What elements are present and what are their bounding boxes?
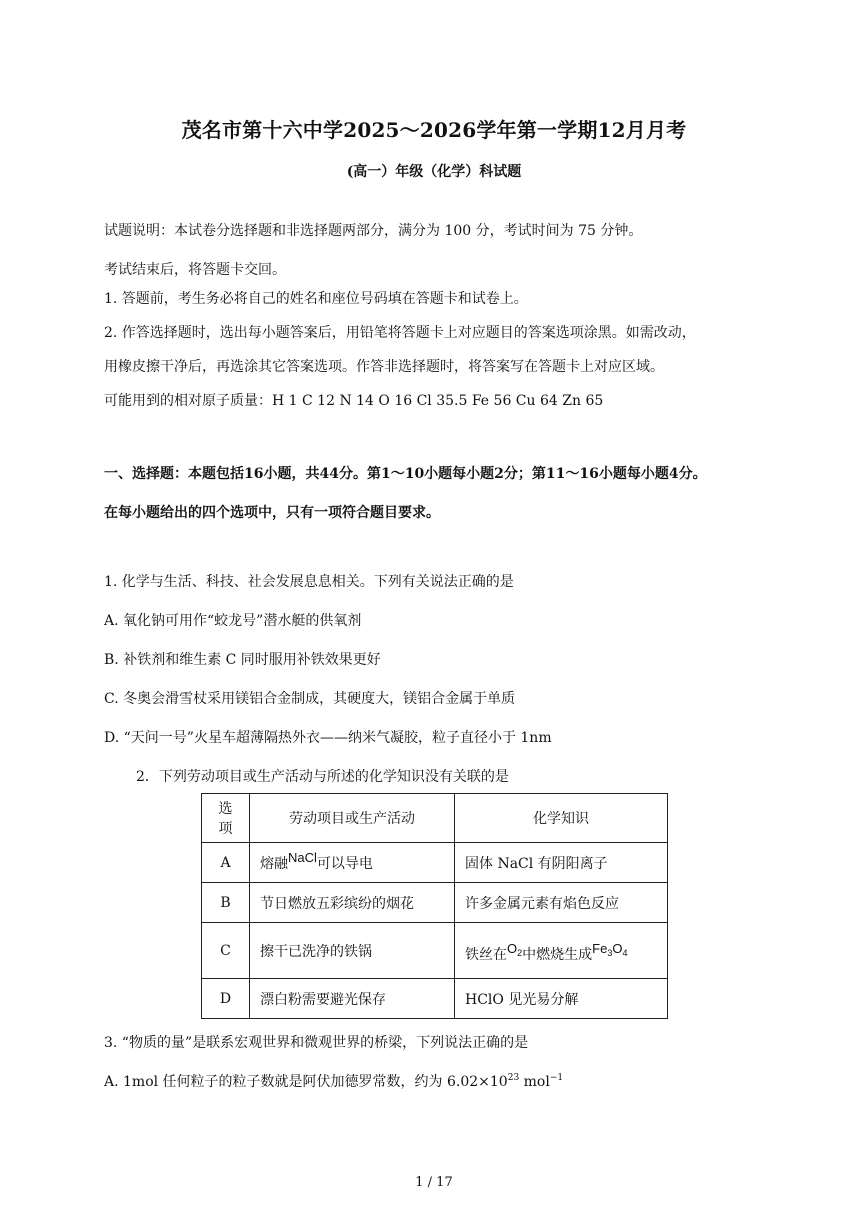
page-subtitle: (高一）年级（化学）科试题 <box>346 164 522 180</box>
question-1-option-d: D. “天问一号”火星车超薄隔热外衣——纳米气凝胶，粒子直径小于 1nm <box>104 730 552 746</box>
text: mol <box>519 1074 550 1090</box>
table-row <box>202 843 668 883</box>
question-1-stem: 1. 化学与生活、科技、社会发展息息相关。下列有关说法正确的是 <box>104 574 514 590</box>
page-title: 茂名市第十六中学2025～2026学年第一学期12月月考 <box>181 118 687 142</box>
table-header-cell: 化学知识 <box>455 794 668 843</box>
question-1-option-c: C. 冬奥会滑雪杖采用镁铝合金制成，其硬度大，镁铝合金属于单质 <box>104 691 516 707</box>
formula-fe3o4 <box>592 941 627 956</box>
atomic-mass-line: 可能用到的相对原子质量：H 1 C 12 N 14 O 16 Cl 35.5 Fe 56 Cu 64 Zn 65 <box>104 393 604 409</box>
text: O <box>507 940 518 956</box>
instruction-line: 试题说明：本试卷分选择题和非选择题两部分，满分为 100 分，考试时间为 75 分钟。 <box>104 223 643 239</box>
table-cell-activity: 节日燃放五彩缤纷的烟花 <box>250 883 455 923</box>
formula-nacl: NaCl <box>288 849 317 865</box>
table-cell-option: C <box>202 923 250 979</box>
table-cell-option: D <box>202 979 250 1019</box>
subscript: 4 <box>622 947 628 958</box>
table-header-row <box>202 794 668 843</box>
table-cell-activity: 擦干已洗净的铁锅 <box>250 923 455 979</box>
table-row <box>202 883 668 923</box>
superscript: −1 <box>549 1073 564 1083</box>
instruction-line: 考试结束后，将答题卡交回。 <box>104 262 286 278</box>
subscript: 2 <box>517 947 523 958</box>
question-3-option-a <box>104 1071 563 1091</box>
instruction-line: 1. 答题前，考生务必将自己的姓名和座位号码填在答题卡和试卷上。 <box>104 291 528 307</box>
table-row <box>202 979 668 1019</box>
question-2-stem: 2．下列劳动项目或生产活动与所述的化学知识没有关联的是 <box>136 769 509 785</box>
table-cell-activity <box>250 843 455 883</box>
question-1-option-b: B. 补铁剂和维生素 C 同时服用补铁效果更好 <box>104 652 381 668</box>
table-cell-activity: 漂白粉需要避光保存 <box>250 979 455 1019</box>
table-cell-knowledge: 许多金属元素有焰色反应 <box>455 883 668 923</box>
text: 中燃烧生成 <box>522 946 593 963</box>
instruction-line: 用橡皮擦干净后，再选涂其它答案选项。作答非选择题时，将答案写在答题卡上对应区域。 <box>104 359 664 375</box>
section-heading: 一、选择题：本题包括16小题，共44分。第1～10小题每小题2分；第11～16小题每小题4分。 <box>104 466 707 482</box>
question-2-table <box>201 793 668 1019</box>
table-cell-knowledge <box>455 923 668 979</box>
page-number: 1 / 17 <box>415 1175 453 1190</box>
superscript: 23 <box>507 1073 520 1083</box>
table-cell-knowledge: 固体 NaCl 有阴阳离子 <box>455 843 668 883</box>
text: 铁丝在 <box>465 946 507 963</box>
text: 可以导电 <box>316 855 373 872</box>
table-row <box>202 923 668 979</box>
text: O <box>612 940 623 956</box>
text: 熔融 <box>260 855 288 872</box>
table-cell-option: A <box>202 843 250 883</box>
text: A. 1mol 任何粒子的粒子数就是阿伏加德罗常数，约为 6.02×10 <box>104 1074 508 1090</box>
subscript: 3 <box>607 947 613 958</box>
table-cell-option: B <box>202 883 250 923</box>
table-header-cell: 选项 <box>202 794 250 843</box>
section-heading: 在每小题给出的四个选项中，只有一项符合题目要求。 <box>104 505 440 521</box>
text: Fe <box>592 940 608 956</box>
table-cell-knowledge: HClO 见光易分解 <box>455 979 668 1019</box>
instruction-line: 2. 作答选择题时，选出每小题答案后，用铅笔将答题卡上对应题目的答案选项涂黑。如需改动， <box>104 325 696 341</box>
question-3-stem: 3. “物质的量”是联系宏观世界和微观世界的桥梁，下列说法正确的是 <box>104 1035 529 1051</box>
question-1-option-a: A. 氧化钠可用作“蛟龙号”潜水艇的供氧剂 <box>104 613 362 629</box>
table-header-cell: 劳动项目或生产活动 <box>250 794 455 843</box>
formula-o2 <box>507 941 522 956</box>
